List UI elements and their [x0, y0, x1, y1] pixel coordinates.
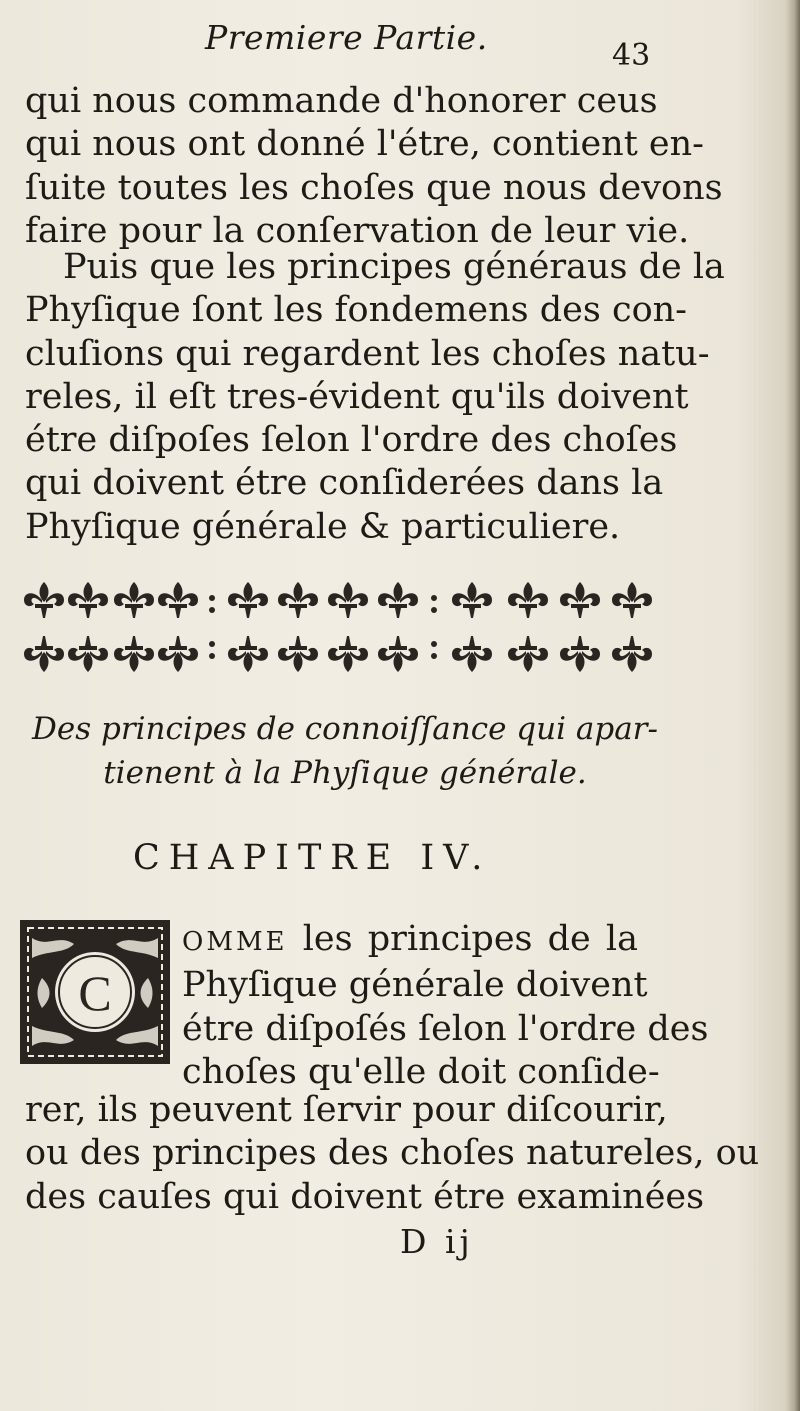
chapter-heading: CHAPITRE IV.	[133, 838, 492, 878]
section-title-line-1: Des principes de connoiſſance qui apar-	[32, 711, 658, 747]
paragraph-3-full	[25, 1089, 760, 1219]
text-line: ou des principes des choſes natureles, ou	[25, 1133, 760, 1174]
text-line: étre diſpoſés ſelon l'ordre des	[182, 1008, 709, 1049]
running-head: Premiere Partie.	[205, 18, 488, 57]
section-title-line-2: tienent à la Phyſique générale.	[103, 755, 587, 791]
text-line: qui doivent étre conſiderées dans la	[25, 463, 664, 504]
decorated-initial-icon	[18, 918, 172, 1066]
text-line: qui nous ont donné l'étre, contient en-	[25, 124, 704, 165]
paragraph-3-indented	[182, 918, 709, 1094]
page-edge-shadow	[786, 0, 800, 1411]
first-word-smallcaps: OMME	[182, 927, 288, 957]
paragraph-2	[25, 246, 725, 549]
signature-mark: D ij	[400, 1222, 474, 1261]
text-line: choſes qu'elle doit conſide-	[182, 1051, 660, 1092]
text-line: Phyſique générale doivent	[182, 965, 648, 1006]
text-line: Phyſique générale & particuliere.	[25, 506, 621, 547]
text-line: rer, ils peuvent ſervir pour diſcourir,	[25, 1090, 668, 1130]
page-number: 43	[612, 38, 651, 73]
fleuron-band-icon	[22, 576, 656, 676]
drop-cap-letter: C	[78, 965, 112, 1021]
paragraph-1	[25, 80, 723, 253]
text-line: des cauſes qui doivent étre examinées	[25, 1176, 705, 1217]
text-line: reles, il eſt tres-évident qu'ils doivent	[25, 376, 689, 417]
text-line: faire pour la conſervation de leur vie.	[25, 210, 690, 251]
text-line-rest: les principes de la	[302, 919, 638, 959]
text-line: Phyſique ſont les fondemens des con-	[25, 290, 688, 331]
text-line: qui nous commande d'honorer ceus	[25, 81, 658, 121]
text-line	[182, 918, 638, 964]
text-line: étre diſpoſes ſelon l'ordre des choſes	[25, 420, 678, 461]
page-header	[0, 18, 800, 73]
text-line: ſuite toutes les choſes que nous devons	[25, 167, 723, 208]
text-line: cluſions qui regardent les choſes natu-	[25, 333, 710, 374]
text-line: Puis que les principes généraus de la	[63, 247, 725, 287]
